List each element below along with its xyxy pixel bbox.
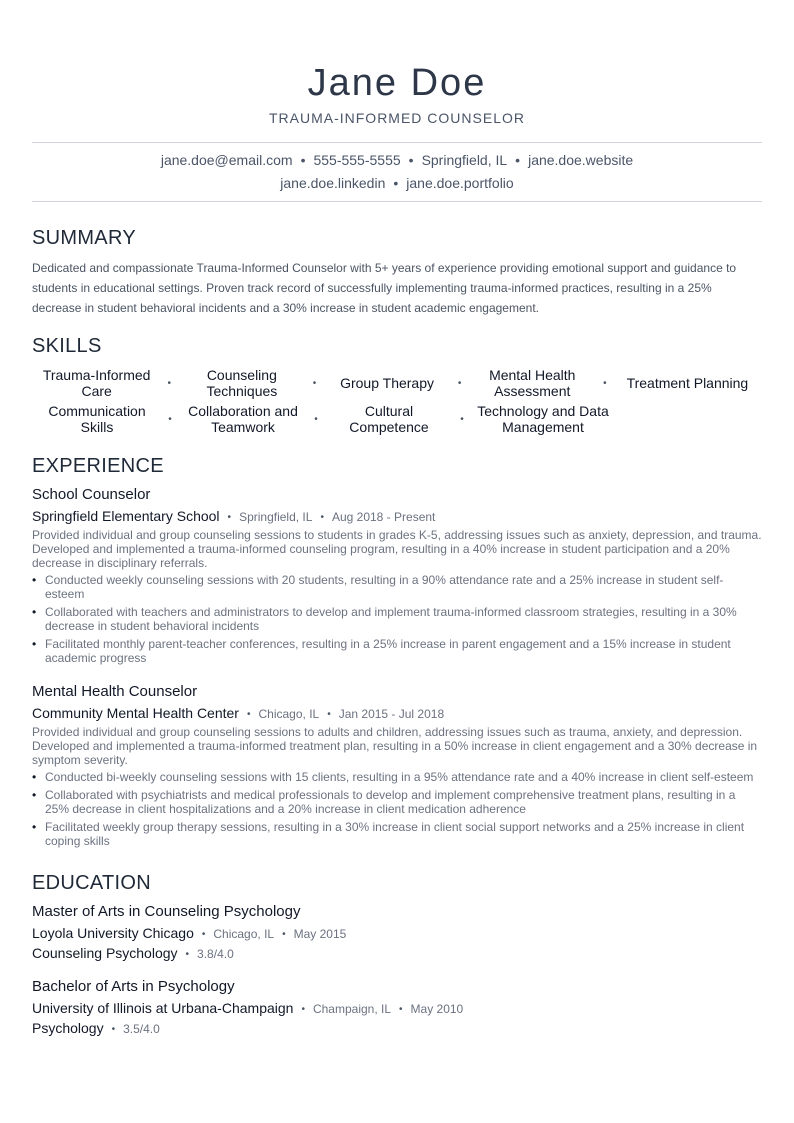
separator-dot: • (603, 377, 607, 389)
bullet-icon: • (32, 637, 37, 651)
employer-name: Springfield Elementary School (32, 508, 220, 524)
gpa-value: 3.5/4.0 (123, 1022, 160, 1036)
header-divider-bottom (32, 201, 762, 202)
education-entry (32, 901, 762, 963)
email-link[interactable]: jane.doe@email.com (160, 152, 293, 168)
bullet-icon: • (32, 788, 37, 802)
job-dates: Aug 2018 - Present (331, 510, 436, 524)
bullet-icon: • (32, 770, 37, 784)
separator-dot: • (301, 1004, 305, 1015)
job-description: Provided individual and group counseling sessions to students in grades K-5, addressing issues such as anxiety, depression, and trauma. Developed and implemented a trauma-informed counseling program, resulting in a 40% increase in student participation and a 20% decrease in disciplinary referrals. (32, 528, 762, 570)
field-line (32, 943, 762, 963)
skill-item: Treatment Planning (626, 375, 749, 391)
job-title: Mental Health Counselor (32, 683, 198, 700)
separator-dot: • (460, 413, 464, 425)
bullet-icon: • (32, 605, 37, 619)
list-item (32, 770, 762, 784)
graduation-date: May 2010 (410, 1002, 464, 1016)
job-bullets (32, 770, 762, 848)
separator-dot: • (314, 413, 318, 425)
summary-heading: SUMMARY (32, 227, 136, 249)
bullet-text: Conducted bi-weekly counseling sessions with 15 clients, resulting in a 95% attendance rate and a 40% increase in client self-esteem (45, 770, 754, 784)
bullet-text: Facilitated weekly group therapy sessions, resulting in a 30% increase in client social support networks and a 25% increase in client coping skills (45, 820, 745, 848)
job-bullets (32, 573, 762, 665)
separator-dot: • (515, 152, 521, 168)
separator-dot: • (312, 377, 317, 389)
separator-dot: • (185, 949, 190, 960)
separator-dot: • (227, 512, 232, 523)
skill-item: Group Therapy (340, 375, 434, 391)
skill-item: Collaboration and Teamwork (188, 403, 298, 435)
website-link[interactable]: jane.doe.website (528, 152, 634, 168)
contact-line-2 (0, 175, 794, 191)
job-description: Provided individual and group counseling sessions to adults and children, addressing issues such as trauma, anxiety, and depression. Developed and implemented a trauma-informed treatment plan, resulting in a 50% increase in client engagement and a 30% decrease in symptom severity. (32, 725, 758, 767)
bullet-text: Collaborated with psychiatrists and medical professionals to develop and implement comprehensive treatment plans, resulting in a 25% decrease in client hospitalizations and a 20% increase in client medication adherence (45, 788, 736, 816)
employer-name: Community Mental Health Center (32, 705, 239, 721)
skill-item: Cultural Competence (349, 403, 429, 435)
job-entry (32, 484, 762, 669)
job-dates: Jan 2015 - Jul 2018 (338, 707, 445, 721)
list-item (32, 637, 762, 665)
skills-row (32, 365, 762, 401)
contact-line-1 (0, 152, 794, 168)
bullet-text: Collaborated with teachers and administrators to develop and implement trauma-informed classroom strategies, resulting in a 30% decrease in student behavioral incidents (45, 605, 737, 633)
location-text: Springfield, IL (421, 152, 508, 168)
summary-text: Dedicated and compassionate Trauma-Informed Counselor with 5+ years of experience providing emotional support and guidance to students in educational settings. Proven track record of successfully implementing trauma-informed practices, resulting in a 25% decrease in student behavioral incidents and a 30% increase in student academic engagement. (32, 261, 737, 315)
skill-item: Technology and Data Management (477, 403, 609, 435)
separator-dot: • (300, 152, 306, 168)
separator-dot: • (327, 709, 331, 720)
separator-dot: • (168, 413, 172, 425)
candidate-name: Jane Doe (307, 62, 487, 104)
bullet-text: Facilitated monthly parent-teacher conferences, resulting in a 25% increase in parent engagement and a 15% increase in student academic progress (45, 637, 731, 665)
separator-dot: • (201, 929, 206, 940)
skills-row (32, 401, 762, 437)
field-of-study: Psychology (32, 1020, 104, 1036)
bullet-icon: • (32, 573, 37, 587)
skills-grid (32, 365, 762, 437)
school-name: University of Illinois at Urbana-Champaign (32, 1000, 294, 1016)
separator-dot: • (393, 175, 399, 191)
list-item (32, 605, 762, 633)
separator-dot: • (408, 152, 414, 168)
job-title: School Counselor (32, 486, 151, 503)
job-location: Chicago, IL (258, 707, 320, 721)
degree-title: Master of Arts in Counseling Psychology (32, 903, 301, 920)
skill-item: Communication Skills (48, 403, 146, 435)
linkedin-link[interactable]: jane.doe.linkedin (280, 175, 386, 191)
job-entry (32, 681, 762, 852)
education-heading: EDUCATION (32, 872, 151, 894)
header-divider-top (32, 142, 762, 143)
field-of-study: Counseling Psychology (32, 945, 178, 961)
school-line (32, 998, 762, 1018)
school-line (32, 923, 762, 943)
separator-dot: • (399, 1004, 403, 1015)
skill-item: Trauma-Informed Care (42, 367, 151, 399)
bullet-text: Conducted weekly counseling sessions with 20 students, resulting in a 90% attendance rate and a 25% increase in student self-esteem (45, 573, 724, 601)
skill-item: Counseling Techniques (206, 367, 278, 399)
job-meta (32, 703, 762, 723)
separator-dot: • (111, 1024, 116, 1035)
school-location: Champaign, IL (312, 1002, 392, 1016)
candidate-title: TRAUMA-INFORMED COUNSELOR (268, 110, 525, 126)
job-meta (32, 506, 762, 526)
school-location: Chicago, IL (213, 927, 275, 941)
degree-title: Bachelor of Arts in Psychology (32, 978, 235, 995)
skills-heading: SKILLS (32, 335, 102, 357)
bullet-icon: • (32, 820, 37, 834)
school-name: Loyola University Chicago (32, 925, 194, 941)
gpa-value: 3.8/4.0 (197, 947, 234, 961)
graduation-date: May 2015 (293, 927, 347, 941)
separator-dot: • (167, 377, 171, 389)
portfolio-link[interactable]: jane.doe.portfolio (406, 175, 514, 191)
phone-text: 555-555-5555 (313, 152, 401, 168)
education-entry (32, 976, 762, 1038)
separator-dot: • (320, 512, 324, 523)
separator-dot: • (282, 929, 286, 940)
skill-item: Mental Health Assessment (489, 367, 576, 399)
separator-dot: • (457, 377, 462, 389)
list-item (32, 820, 762, 848)
job-location: Springfield, IL (239, 510, 313, 524)
experience-heading: EXPERIENCE (32, 455, 164, 477)
field-line (32, 1018, 762, 1038)
list-item (32, 788, 762, 816)
list-item (32, 573, 762, 601)
separator-dot: • (246, 709, 251, 720)
